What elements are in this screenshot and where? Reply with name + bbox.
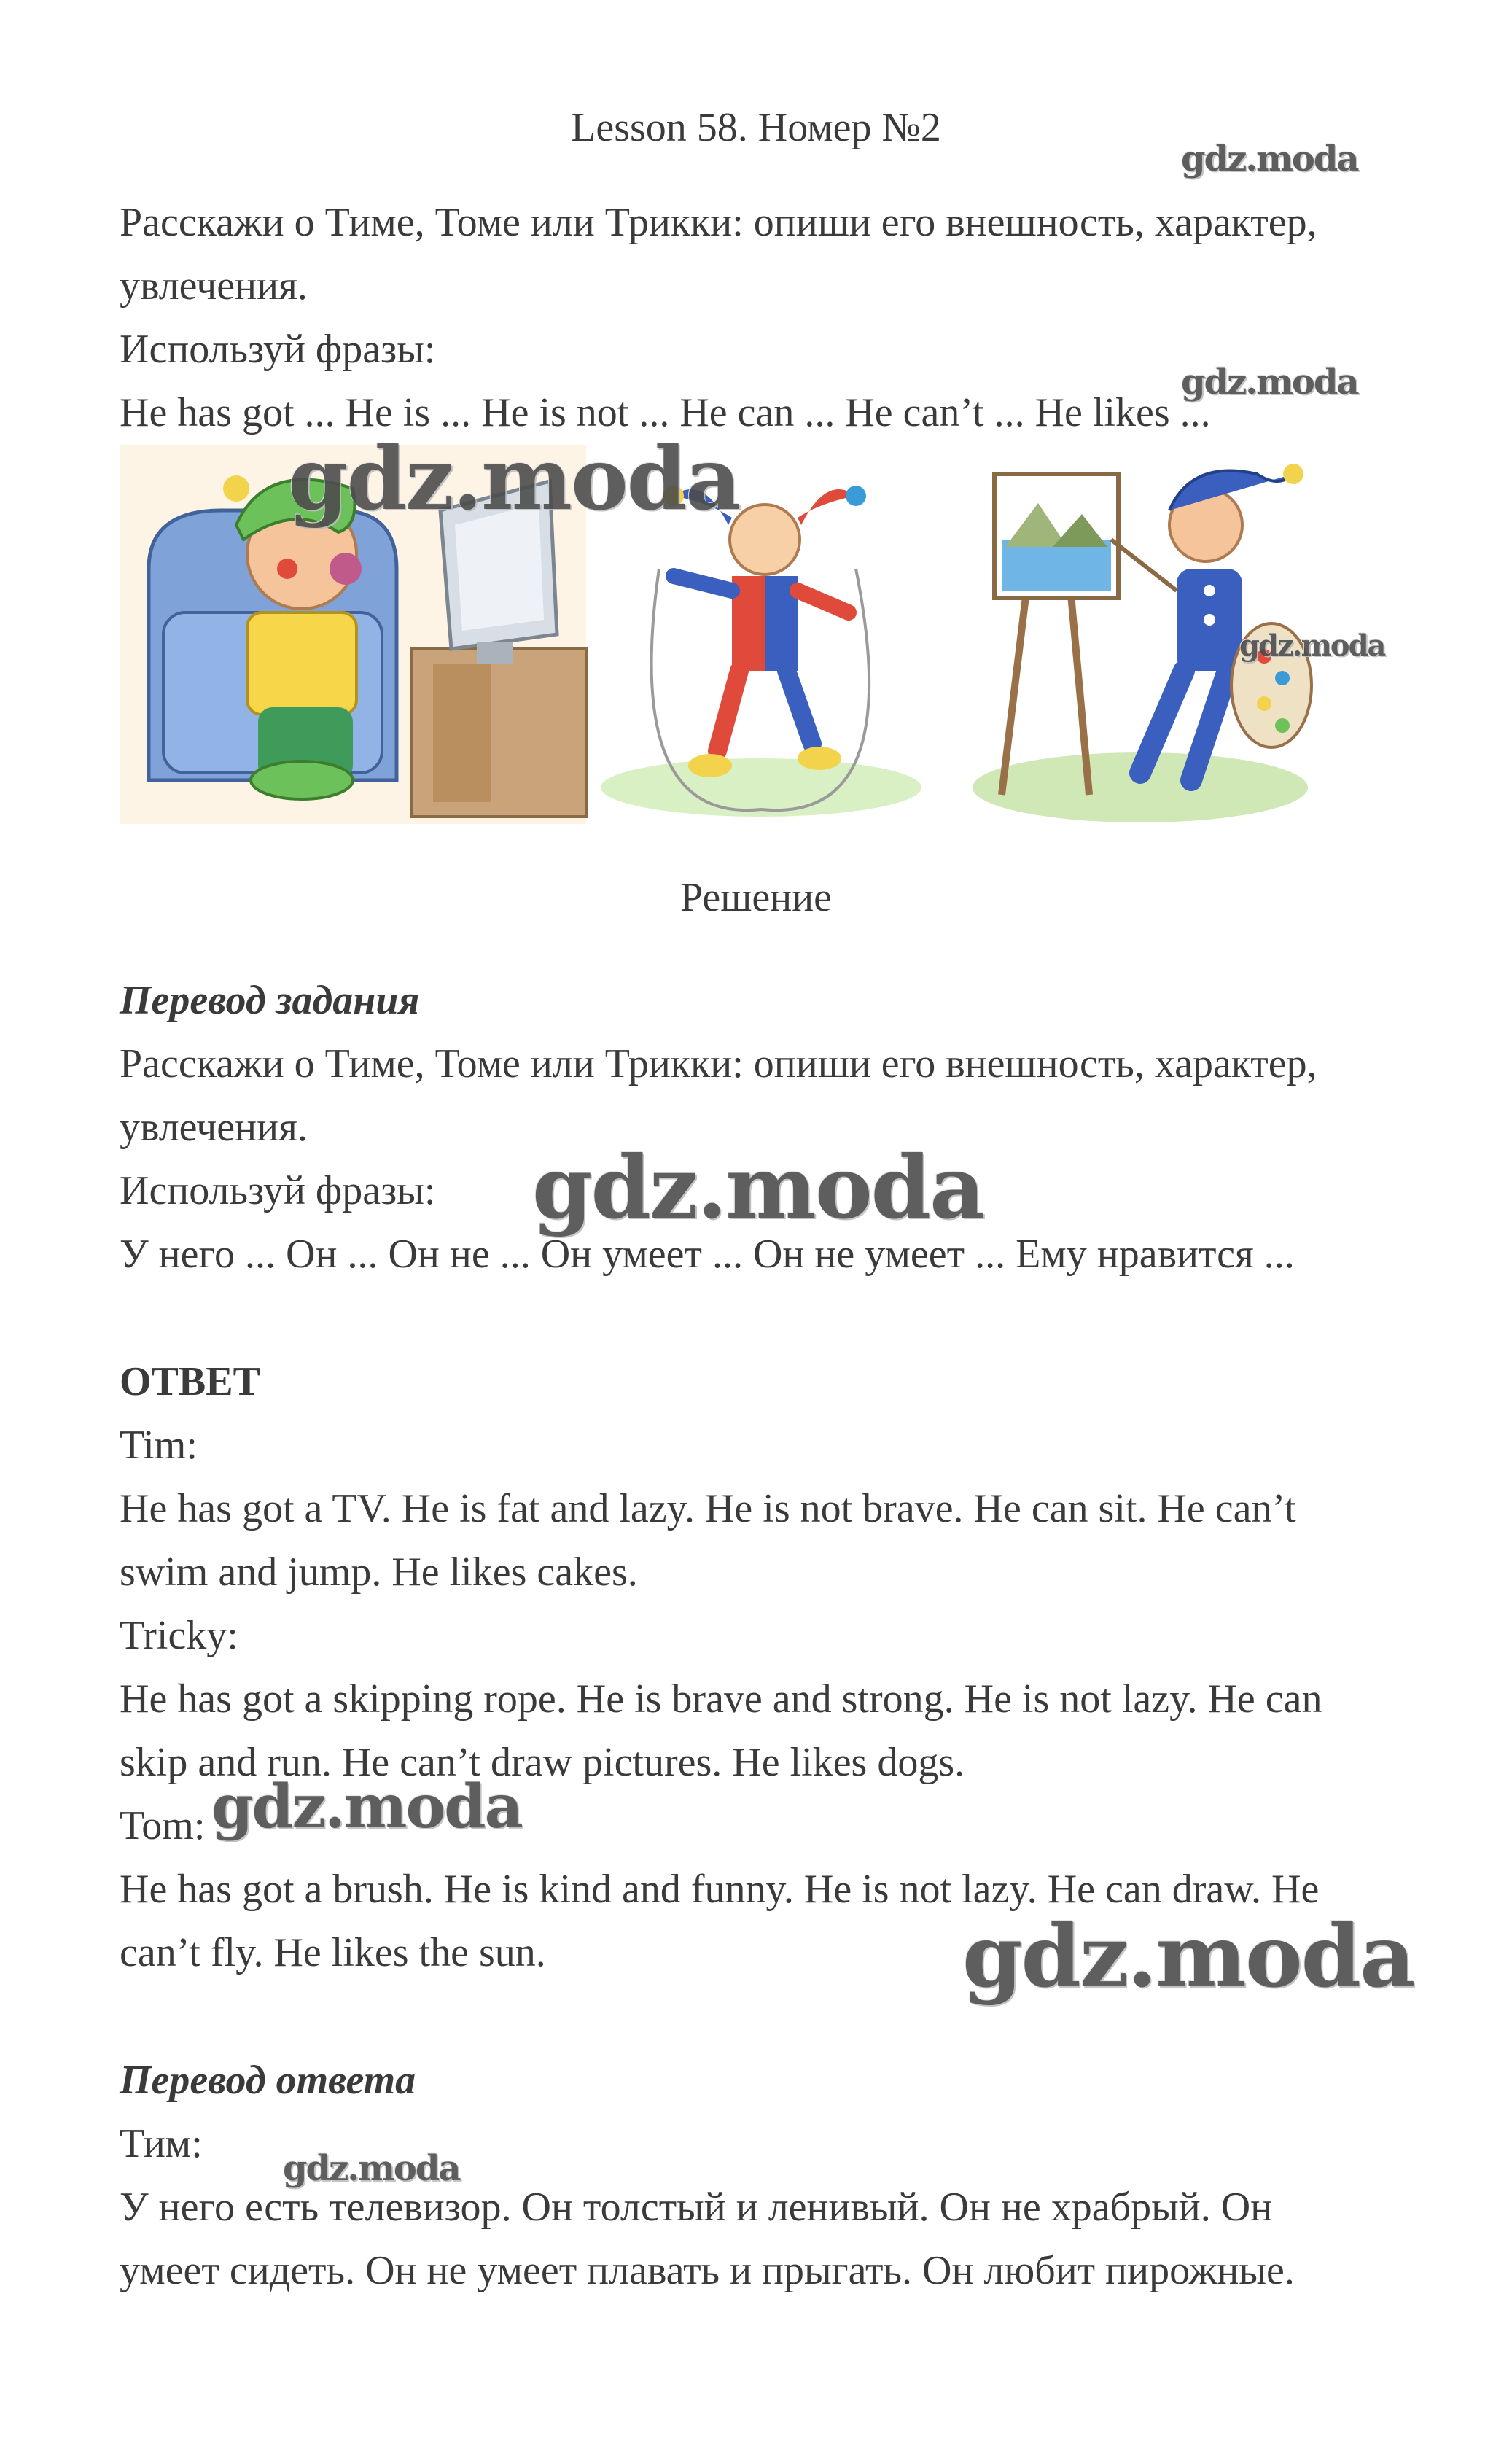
translation-task-line-4: У него ... Он ... Он не ... Он умеет ... Он не умеет ... Ему нравится ...	[120, 1232, 1295, 1277]
watermark: gdz.moda	[1239, 629, 1385, 663]
translation-answer-line-1: Тим:	[120, 2121, 203, 2166]
translation-task-line-2: увлечения.	[120, 1105, 308, 1150]
watermark: gdz.moda	[532, 1137, 984, 1238]
translation-answer-heading: Перевод ответа	[120, 2058, 416, 2103]
task-line-3: Используй фразы:	[120, 327, 436, 372]
watermark: gdz.moda	[1181, 362, 1358, 402]
task-line-1: Расскажи о Тиме, Томе или Трикки: опиши его внешность, характер,	[120, 200, 1317, 245]
task-line-2: увлечения.	[120, 263, 308, 308]
page-title: Lesson 58. Номер №2	[571, 105, 941, 150]
answer-line-1: Tim:	[120, 1423, 198, 1468]
watermark: gdz.moda	[962, 1905, 1414, 2007]
answer-heading: ОТВЕТ	[120, 1359, 260, 1404]
tricky-skipping-image	[601, 486, 921, 817]
watermark: gdz.moda	[288, 428, 740, 529]
watermark: gdz.moda	[1181, 139, 1358, 179]
watermark: gdz.moda	[211, 1772, 522, 1842]
translation-task-heading: Перевод задания	[120, 978, 420, 1023]
solution-heading: Решение	[679, 875, 833, 920]
answer-line-9: can’t fly. He likes the sun.	[120, 1930, 546, 1975]
watermark: gdz.moda	[283, 2148, 460, 2189]
translation-answer-line-3: умеет сидеть. Он не умеет плавать и прыгать. Он любит пирожные.	[120, 2248, 1295, 2293]
answer-line-8: He has got a brush. He is kind and funny. He is not lazy. He can draw. He	[120, 1867, 1320, 1912]
answer-line-7: Tom:	[120, 1803, 206, 1848]
translation-task-line-1: Расскажи о Тиме, Томе или Трикки: опиши его внешность, характер,	[120, 1041, 1317, 1086]
translation-task-line-3: Используй фразы:	[120, 1168, 436, 1213]
task-line-4: He has got ... He is ... He is not ... He can ... He can’t ... He likes ...	[120, 390, 1211, 435]
answer-line-4: Tricky:	[120, 1613, 238, 1658]
translation-answer-line-2: У него есть телевизор. Он толстый и ленивый. Он не храбрый. Он	[120, 2185, 1273, 2230]
answer-line-3: swim and jump. He likes cakes.	[120, 1549, 638, 1595]
answer-line-5: He has got a skipping rope. He is brave and strong. He is not lazy. He can	[120, 1676, 1322, 1722]
answer-line-6: skip and run. He can’t draw pictures. He likes dogs.	[120, 1740, 965, 1785]
answer-line-2: He has got a TV. He is fat and lazy. He is not brave. He can sit. He can’t	[120, 1486, 1296, 1531]
